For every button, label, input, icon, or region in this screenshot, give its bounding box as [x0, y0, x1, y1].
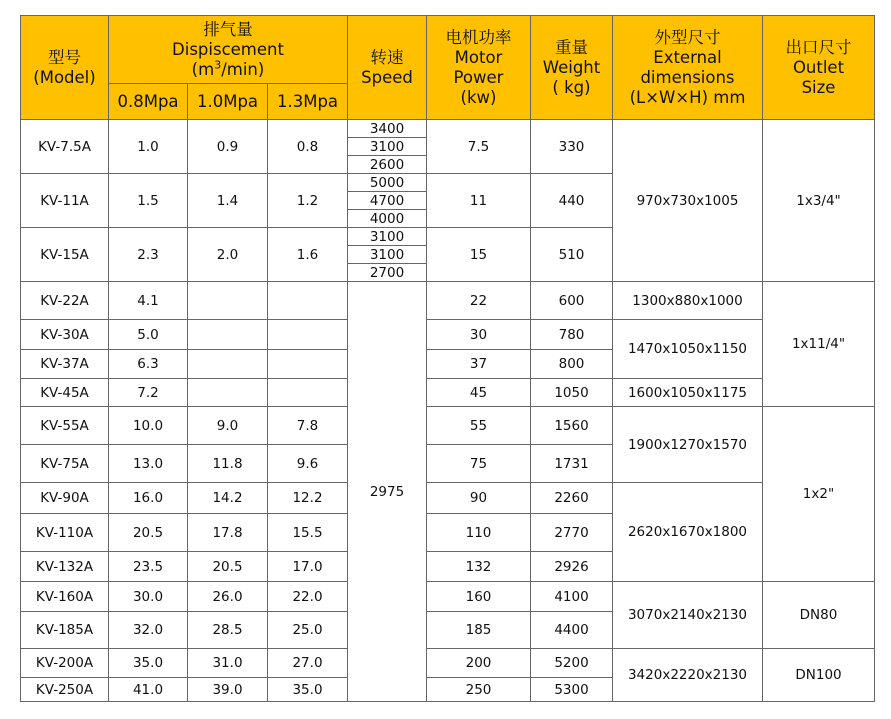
- cell-displacement-1-0: 2.0: [188, 228, 268, 282]
- cell-speed: 3100: [348, 138, 427, 156]
- cell-weight: 2926: [531, 552, 613, 582]
- cell-motor-power: 55: [427, 407, 531, 445]
- cell-dimensions: 1470x1050x1150: [613, 320, 763, 379]
- cell-weight: 330: [531, 120, 613, 174]
- table-row: [21, 649, 875, 678]
- cell-model: KV-90A: [21, 483, 109, 514]
- cell-speed-common: 2975: [348, 282, 427, 702]
- cell-weight: 1050: [531, 379, 613, 407]
- cell-displacement-0-8: 5.0: [109, 320, 188, 350]
- cell-displacement-1-0: 17.8: [188, 514, 268, 552]
- cell-displacement-1-0: [188, 320, 268, 350]
- table-row: [21, 407, 875, 445]
- cell-model: KV-7.5A: [21, 120, 109, 174]
- cell-motor-power: 45: [427, 379, 531, 407]
- cell-dimensions: 1900x1270x1570: [613, 407, 763, 483]
- cell-displacement-1-3: 1.2: [268, 174, 348, 228]
- cell-motor-power: 22: [427, 282, 531, 320]
- cell-model: KV-11A: [21, 174, 109, 228]
- header-pressure-0-8: 0.8Mpa: [109, 84, 188, 120]
- cell-weight: 600: [531, 282, 613, 320]
- cell-displacement-0-8: 7.2: [109, 379, 188, 407]
- cell-displacement-1-3: 9.6: [268, 445, 348, 483]
- cell-speed: 2700: [348, 264, 427, 282]
- spec-table: [20, 15, 875, 702]
- cell-displacement-1-3: 12.2: [268, 483, 348, 514]
- cell-displacement-0-8: 30.0: [109, 582, 188, 612]
- cell-outlet-size: 1x3/4": [763, 120, 875, 282]
- cell-displacement-1-0: 20.5: [188, 552, 268, 582]
- cell-weight: 4400: [531, 612, 613, 649]
- cell-displacement-1-0: [188, 379, 268, 407]
- cell-displacement-1-3: [268, 320, 348, 350]
- cell-model: KV-75A: [21, 445, 109, 483]
- cell-motor-power: 132: [427, 552, 531, 582]
- cell-motor-power: 200: [427, 649, 531, 678]
- cell-displacement-0-8: 13.0: [109, 445, 188, 483]
- cell-displacement-1-0: 31.0: [188, 649, 268, 678]
- cell-outlet-size: DN100: [763, 649, 875, 702]
- cell-displacement-1-3: 7.8: [268, 407, 348, 445]
- cell-displacement-1-3: 35.0: [268, 678, 348, 702]
- cell-outlet-size: DN80: [763, 582, 875, 649]
- table-row: [21, 120, 875, 138]
- cell-displacement-0-8: 1.5: [109, 174, 188, 228]
- cell-displacement-1-3: 0.8: [268, 120, 348, 174]
- cell-displacement-1-0: 0.9: [188, 120, 268, 174]
- header-pressure-1-0: 1.0Mpa: [188, 84, 268, 120]
- cell-model: KV-200A: [21, 649, 109, 678]
- cell-speed: 3100: [348, 228, 427, 246]
- cell-displacement-1-3: 17.0: [268, 552, 348, 582]
- cell-displacement-1-0: 11.8: [188, 445, 268, 483]
- cell-displacement-1-3: 22.0: [268, 582, 348, 612]
- cell-displacement-1-3: [268, 379, 348, 407]
- cell-motor-power: 90: [427, 483, 531, 514]
- cell-weight: 2260: [531, 483, 613, 514]
- cell-dimensions: 3420x2220x2130: [613, 649, 763, 702]
- cell-displacement-1-3: 27.0: [268, 649, 348, 678]
- cell-model: KV-160A: [21, 582, 109, 612]
- cell-motor-power: 75: [427, 445, 531, 483]
- cell-displacement-0-8: 35.0: [109, 649, 188, 678]
- header-weight: 重量 Weight ( kg): [531, 16, 613, 120]
- cell-motor-power: 110: [427, 514, 531, 552]
- cell-speed: 2600: [348, 156, 427, 174]
- cell-weight: 1731: [531, 445, 613, 483]
- cell-weight: 5300: [531, 678, 613, 702]
- cell-weight: 1560: [531, 407, 613, 445]
- table-row: [21, 483, 875, 514]
- cell-dimensions: 3070x2140x2130: [613, 582, 763, 649]
- cell-motor-power: 160: [427, 582, 531, 612]
- cell-displacement-0-8: 2.3: [109, 228, 188, 282]
- cell-displacement-0-8: 4.1: [109, 282, 188, 320]
- cell-model: KV-15A: [21, 228, 109, 282]
- cell-motor-power: 185: [427, 612, 531, 649]
- cell-displacement-1-0: [188, 282, 268, 320]
- cell-outlet-size: 1x2": [763, 407, 875, 582]
- cell-speed: 4700: [348, 192, 427, 210]
- header-pressure-1-3: 1.3Mpa: [268, 84, 348, 120]
- header-dimensions: 外型尺寸 External dimensions (L×W×H) mm: [613, 16, 763, 120]
- cell-motor-power: 11: [427, 174, 531, 228]
- table-row: [21, 320, 875, 350]
- cell-model: KV-132A: [21, 552, 109, 582]
- cell-speed: 4000: [348, 210, 427, 228]
- header-displacement: 排气量 Dispiscement $(m^3/\min)$: [109, 16, 348, 84]
- cell-displacement-0-8: 23.5: [109, 552, 188, 582]
- cell-weight: 4100: [531, 582, 613, 612]
- cell-displacement-0-8: 20.5: [109, 514, 188, 552]
- cell-displacement-1-0: 39.0: [188, 678, 268, 702]
- cell-displacement-1-0: 1.4: [188, 174, 268, 228]
- cell-displacement-1-3: 1.6: [268, 228, 348, 282]
- cell-motor-power: 250: [427, 678, 531, 702]
- cell-model: KV-45A: [21, 379, 109, 407]
- cell-motor-power: 7.5: [427, 120, 531, 174]
- cell-model: KV-55A: [21, 407, 109, 445]
- cell-weight: 510: [531, 228, 613, 282]
- cell-weight: 440: [531, 174, 613, 228]
- header-model: 型号 (Model): [21, 16, 109, 120]
- cell-model: KV-22A: [21, 282, 109, 320]
- cell-dimensions: 1600x1050x1175: [613, 379, 763, 407]
- header-outlet-size: 出口尺寸 Outlet Size: [763, 16, 875, 120]
- cell-model: KV-110A: [21, 514, 109, 552]
- cell-weight: 5200: [531, 649, 613, 678]
- cell-displacement-0-8: 1.0: [109, 120, 188, 174]
- header-motor-power: 电机功率 Motor Power (kw): [427, 16, 531, 120]
- table-row: [21, 379, 875, 407]
- cell-motor-power: 15: [427, 228, 531, 282]
- cell-speed: 3400: [348, 120, 427, 138]
- cell-displacement-0-8: 6.3: [109, 350, 188, 379]
- cell-displacement-0-8: 10.0: [109, 407, 188, 445]
- table-row: [21, 582, 875, 612]
- cell-model: KV-30A: [21, 320, 109, 350]
- cell-displacement-1-3: 15.5: [268, 514, 348, 552]
- cell-motor-power: 30: [427, 320, 531, 350]
- header-speed: 转速 Speed: [348, 16, 427, 120]
- cell-weight: 2770: [531, 514, 613, 552]
- cell-displacement-1-0: [188, 350, 268, 379]
- cell-dimensions: 1300x880x1000: [613, 282, 763, 320]
- cell-motor-power: 37: [427, 350, 531, 379]
- cell-displacement-1-3: [268, 350, 348, 379]
- cell-model: KV-250A: [21, 678, 109, 702]
- cell-model: KV-185A: [21, 612, 109, 649]
- cell-speed: 3100: [348, 246, 427, 264]
- cell-weight: 800: [531, 350, 613, 379]
- cell-displacement-1-0: 26.0: [188, 582, 268, 612]
- cell-displacement-1-0: 9.0: [188, 407, 268, 445]
- cell-outlet-size: 1x11/4": [763, 282, 875, 407]
- cell-displacement-1-3: 25.0: [268, 612, 348, 649]
- cell-displacement-0-8: 32.0: [109, 612, 188, 649]
- cell-displacement-1-3: [268, 282, 348, 320]
- cell-model: KV-37A: [21, 350, 109, 379]
- cell-weight: 780: [531, 320, 613, 350]
- cell-dimensions: 970x730x1005: [613, 120, 763, 282]
- cell-displacement-1-0: 28.5: [188, 612, 268, 649]
- cell-displacement-0-8: 41.0: [109, 678, 188, 702]
- cell-displacement-0-8: 16.0: [109, 483, 188, 514]
- table-row: [21, 282, 875, 320]
- cell-dimensions: 2620x1670x1800: [613, 483, 763, 582]
- cell-displacement-1-0: 14.2: [188, 483, 268, 514]
- cell-speed: 5000: [348, 174, 427, 192]
